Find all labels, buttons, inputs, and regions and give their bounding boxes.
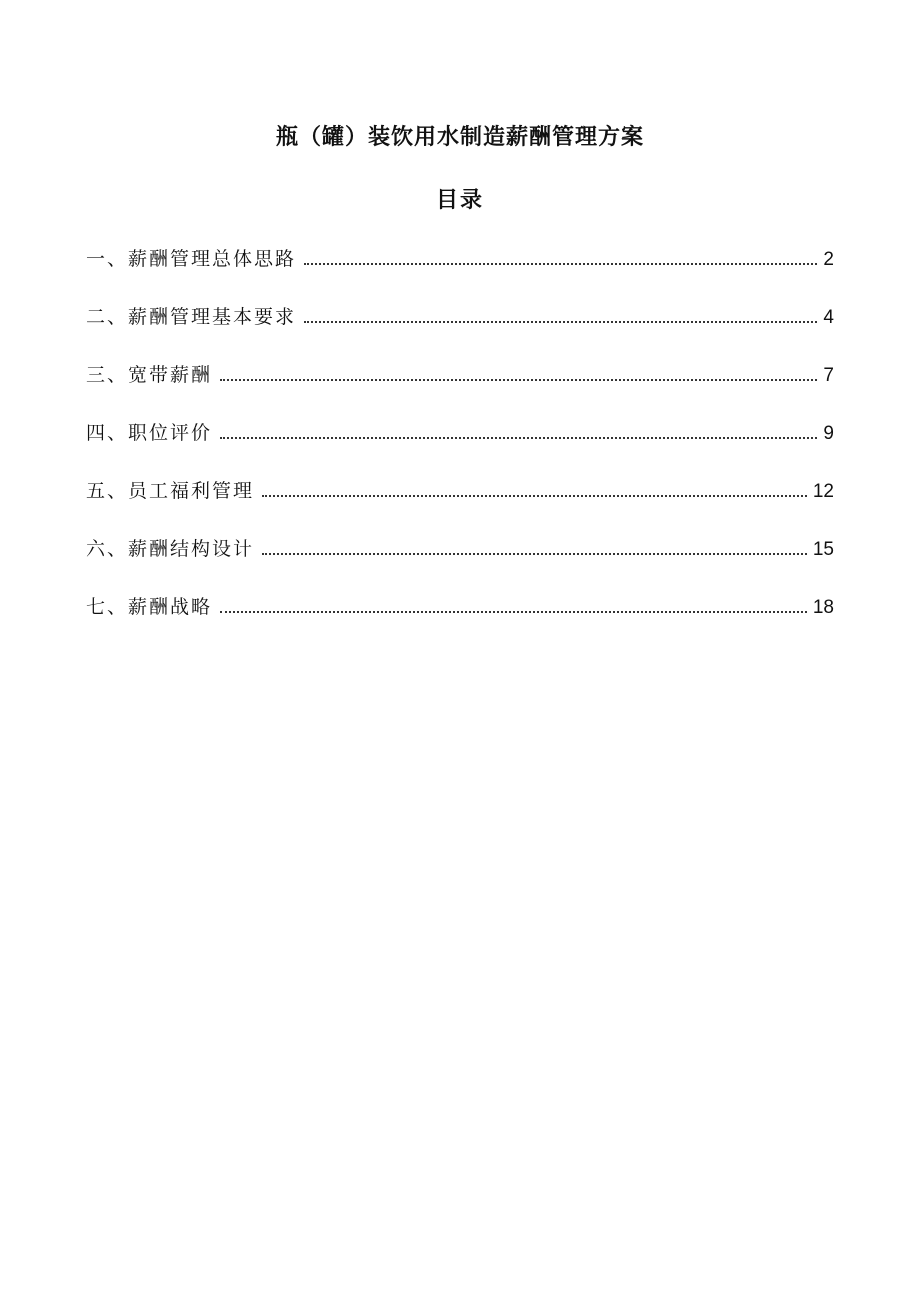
toc-entry-label: 六、薪酬结构设计 xyxy=(86,538,255,560)
toc-page-number: 4 xyxy=(823,307,834,328)
toc-heading: 目录 xyxy=(435,188,484,213)
toc-entry-label: 五、员工福利管理 xyxy=(86,480,255,502)
toc-entry[interactable] xyxy=(86,592,834,650)
toc-entry-label: 三、宽带薪酬 xyxy=(86,364,213,386)
toc-page-number: 7 xyxy=(823,365,834,386)
document-title: 瓶（罐）装饮用水制造薪酬管理方案 xyxy=(275,125,644,150)
toc-page-number: 2 xyxy=(823,249,834,270)
toc-entry-label: 一、薪酬管理总体思路 xyxy=(86,248,297,270)
toc-dot-leader xyxy=(220,437,817,439)
toc-dot-leader xyxy=(304,263,817,265)
toc-dot-leader xyxy=(304,321,817,323)
toc-page-number: 15 xyxy=(812,539,834,560)
toc-entry-label: 七、薪酬战略 xyxy=(86,596,213,618)
toc-page-number: 12 xyxy=(812,481,834,502)
toc-dot-leader xyxy=(220,379,817,381)
toc-entry-label: 四、职位评价 xyxy=(86,422,213,444)
toc-dot-leader xyxy=(262,495,807,497)
table-of-contents xyxy=(86,244,834,650)
toc-dot-leader xyxy=(262,553,807,555)
toc-dot-leader xyxy=(220,611,807,613)
toc-page-number: 9 xyxy=(823,423,834,444)
toc-entry[interactable] xyxy=(86,360,834,418)
toc-page-number: 18 xyxy=(812,597,834,618)
toc-entry[interactable] xyxy=(86,534,834,592)
toc-entry[interactable] xyxy=(86,418,834,476)
toc-entry[interactable] xyxy=(86,476,834,534)
toc-entry[interactable] xyxy=(86,302,834,360)
toc-entry[interactable] xyxy=(86,244,834,302)
toc-entry-label: 二、薪酬管理基本要求 xyxy=(86,306,297,328)
